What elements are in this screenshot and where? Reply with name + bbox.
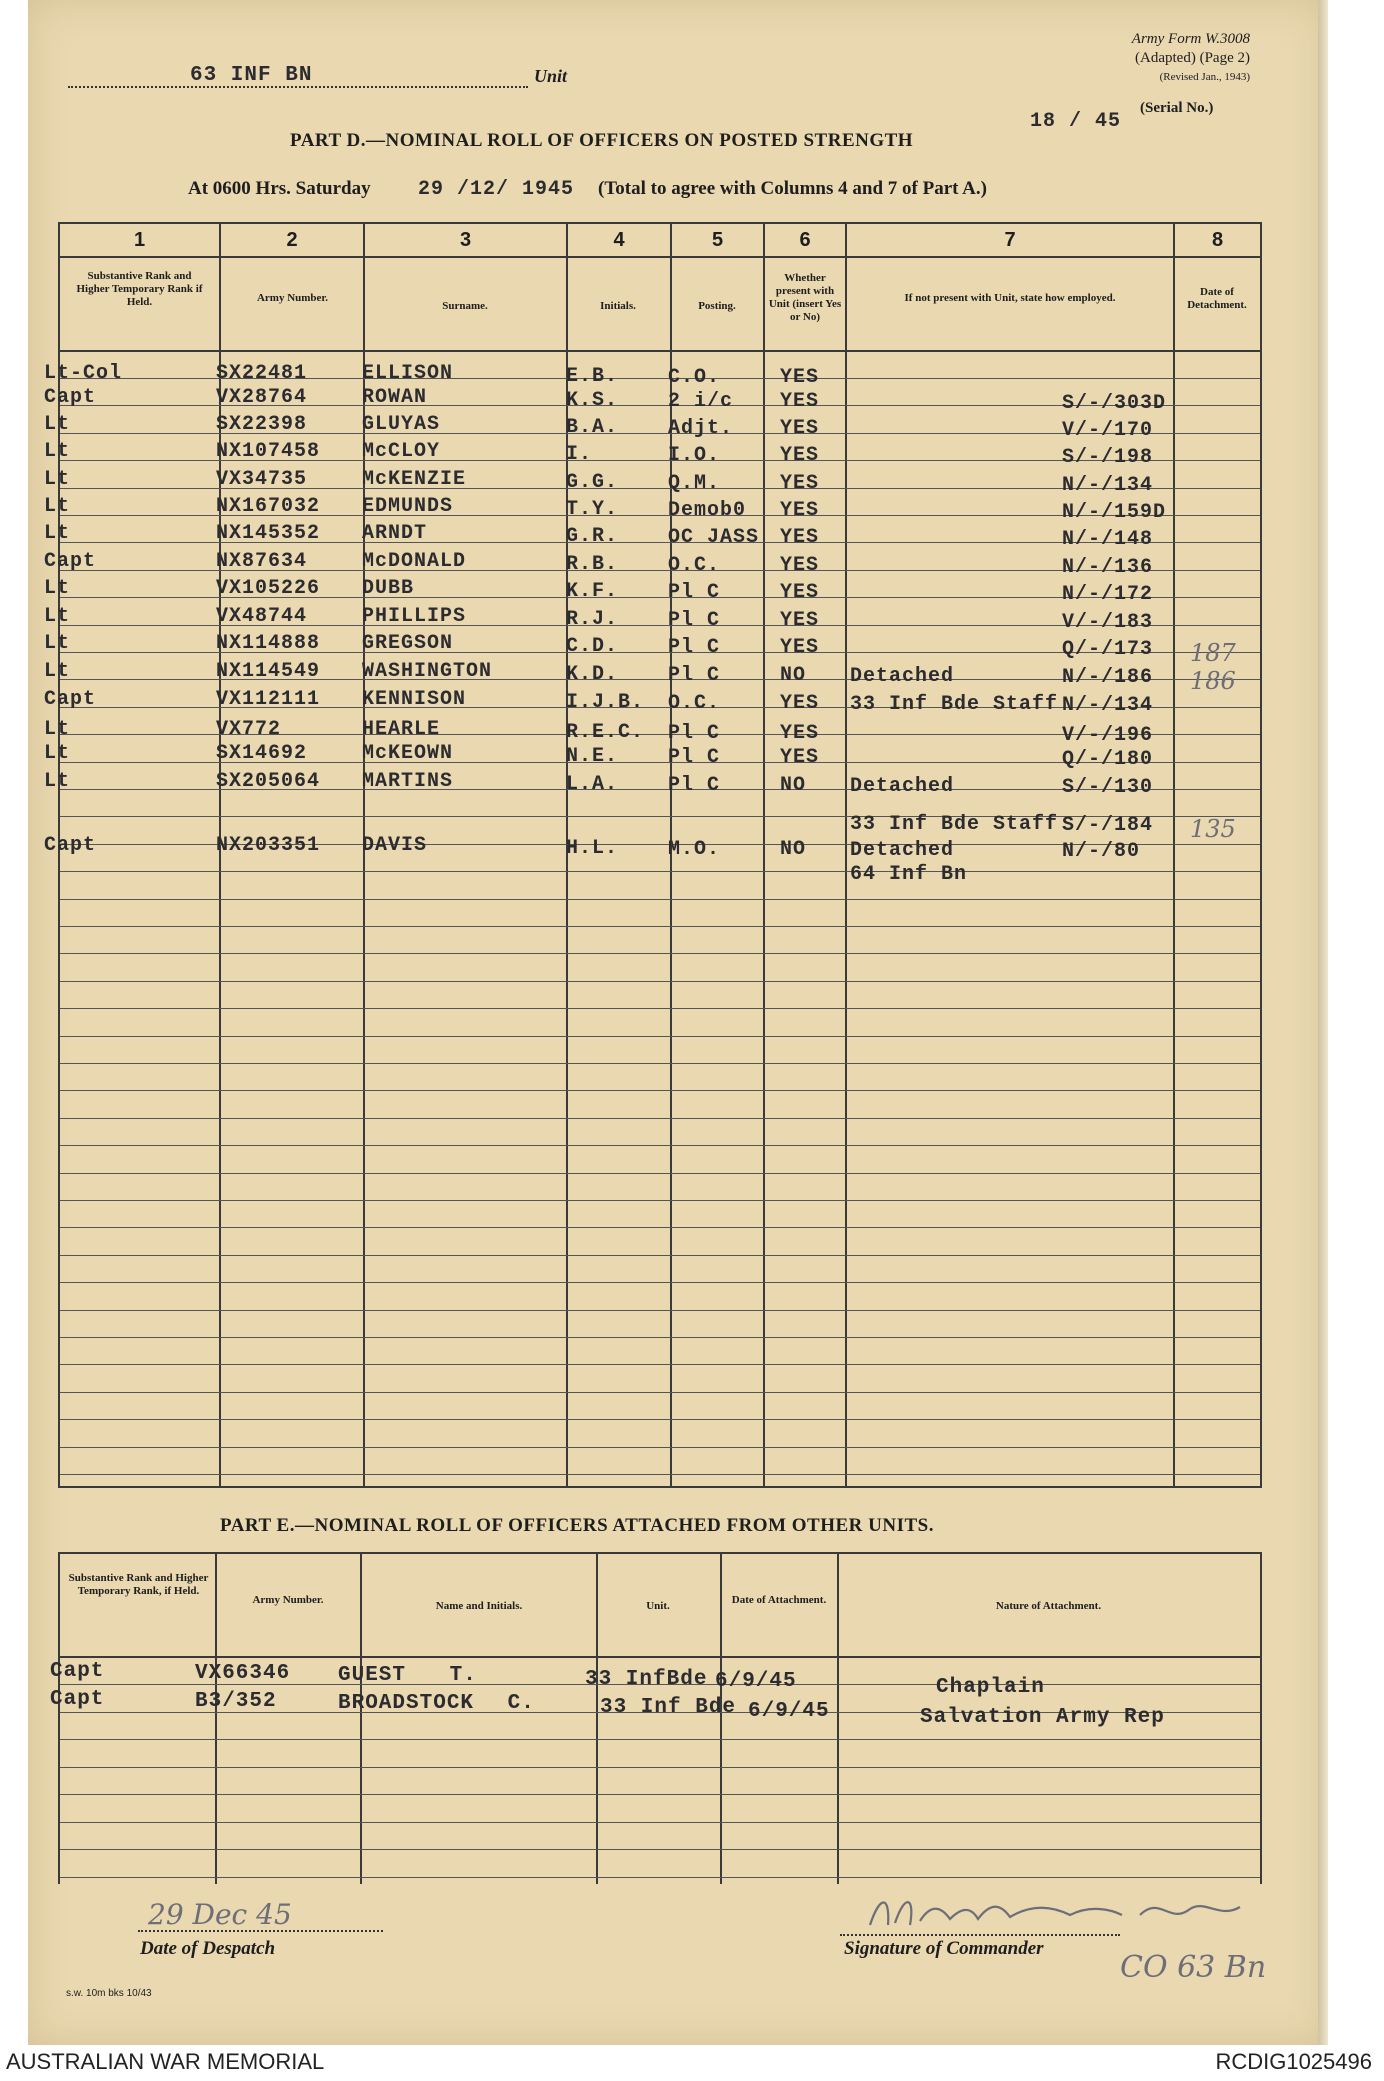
row-5-initials: G.G. xyxy=(566,471,619,494)
table-top-border xyxy=(58,222,1262,224)
part-d-title: PART D.—NOMINAL ROLL OF OFFICERS ON POSTED STRENGTH xyxy=(290,130,914,151)
row-18-code: N/-/80 xyxy=(1062,840,1141,863)
row-16-surname: MARTINS xyxy=(362,770,454,793)
commander-label: Signature of Commander xyxy=(844,1938,1044,1959)
row-12-detach-date: 186 xyxy=(1190,667,1236,695)
col-border-8 xyxy=(1260,222,1262,1488)
row-3-army-number: SX22398 xyxy=(216,413,308,436)
row-4-initials: I. xyxy=(566,443,593,466)
row-12-present: NO xyxy=(780,664,807,687)
row-13-rank: Capt xyxy=(44,688,97,711)
col-border-5 xyxy=(763,222,765,1488)
row-11-detach-date: 187 xyxy=(1190,639,1236,667)
row-6-surname: EDMUNDS xyxy=(362,495,454,518)
row-7-initials: G.R. xyxy=(566,525,619,548)
ruled-line xyxy=(60,1767,1260,1768)
header-bottom-border xyxy=(58,350,1262,352)
row-4-present: YES xyxy=(780,444,820,467)
ruled-line xyxy=(60,1063,1260,1064)
row-6-code: N/-/159D xyxy=(1062,501,1167,524)
row-8-initials: R.B. xyxy=(566,553,619,576)
e-header-nature: Nature of Attachment. xyxy=(995,1600,1102,1612)
row-13-surname: KENNISON xyxy=(362,688,467,711)
e-row-1-rank: Capt xyxy=(50,1660,105,1683)
e-row-1-unit: 33 InfBde xyxy=(585,1668,708,1691)
row-14-army-number: VX772 xyxy=(216,718,282,741)
form-revised: (Revised Jan., 1943) xyxy=(1159,71,1250,83)
row-16-posting: Pl C xyxy=(668,774,721,797)
row-13-initials: I.J.B. xyxy=(566,691,645,714)
form-number: Army Form W.3008 xyxy=(1131,31,1250,47)
e-row-2-nature: Salvation Army Rep xyxy=(920,1706,1165,1729)
row-10-present: YES xyxy=(780,609,820,632)
row-14-posting: Pl C xyxy=(668,722,721,745)
row-12-initials: K.D. xyxy=(566,663,619,686)
row-11-posting: Pl C xyxy=(668,636,721,659)
e-row-1-date: 6/9/45 xyxy=(715,1670,797,1693)
page-edge xyxy=(1318,0,1328,2045)
row-13-code: N/-/134 xyxy=(1062,694,1154,717)
row-5-surname: McKENZIE xyxy=(362,468,467,491)
row-8-posting: O.C. xyxy=(668,554,721,577)
ruled-line xyxy=(60,1090,1260,1091)
row-2-present: YES xyxy=(780,390,820,413)
col-header-initials: Initials. xyxy=(600,300,636,312)
e-header-rank: Substantive Rank and Higher Temporary Rank, if Held. xyxy=(68,1572,209,1597)
row-15-posting: Pl C xyxy=(668,746,721,769)
row-1-posting: C.O. xyxy=(668,366,721,389)
row-5-posting: Q.M. xyxy=(668,472,721,495)
row-7-present: YES xyxy=(780,526,820,549)
e-header-date: Date of Attachment. xyxy=(731,1594,827,1606)
e-header-army-number: Army Number. xyxy=(252,1594,324,1606)
row-16-employed: Detached xyxy=(850,775,955,798)
row-15-rank: Lt xyxy=(44,742,71,765)
e-row-2-number: B3/352 xyxy=(195,1690,277,1713)
row-16-code: S/-/130 xyxy=(1062,776,1154,799)
print-code: s.w. 10m bks 10/43 xyxy=(66,1988,152,1999)
commander-signature xyxy=(860,1885,1280,1945)
row-14-rank: Lt xyxy=(44,718,71,741)
ruled-line xyxy=(60,1739,1260,1740)
e-header-name: Name and Initials. xyxy=(435,1600,523,1612)
row-8-rank: Capt xyxy=(44,550,97,573)
row-16-army-number: SX205064 xyxy=(216,770,321,793)
signature-stroke xyxy=(870,1902,1122,1925)
e-row-2-unit: 33 Inf Bde xyxy=(600,1696,737,1719)
despatch-date-handwritten: 29 Dec 45 xyxy=(148,1898,292,1931)
ruled-line xyxy=(60,1794,1260,1795)
ruled-line xyxy=(60,1822,1260,1823)
col-header-detach-date: Date of Detachment. xyxy=(1187,286,1247,311)
row-3-present: YES xyxy=(780,417,820,440)
col-num-6: 6 xyxy=(799,229,811,251)
row-15-code: Q/-/180 xyxy=(1062,748,1154,771)
row-8-present: YES xyxy=(780,554,820,577)
col-num-7: 7 xyxy=(1004,229,1016,251)
ruled-line xyxy=(60,1118,1260,1119)
e-row-2-rank: Capt xyxy=(50,1688,105,1711)
row-8-surname: McDONALD xyxy=(362,550,467,573)
row-13-employed: 33 Inf Bde Staff xyxy=(850,693,1059,716)
row-11-code: Q/-/173 xyxy=(1062,638,1154,661)
row-9-army-number: VX105226 xyxy=(216,577,321,600)
row-16-initials: L.A. xyxy=(566,773,619,796)
row-17-detach-date: 135 xyxy=(1190,815,1236,843)
ruled-line xyxy=(60,1282,1260,1283)
row-9-posting: Pl C xyxy=(668,581,721,604)
row-18-rank: Capt xyxy=(44,834,97,857)
unit-dotted-line xyxy=(68,86,528,88)
row-13-army-number: VX112111 xyxy=(216,688,321,711)
row-9-present: YES xyxy=(780,581,820,604)
row-4-surname: McCLOY xyxy=(362,440,441,463)
row-2-code: S/-/303D xyxy=(1062,392,1167,415)
row-3-code: V/-/170 xyxy=(1062,419,1154,442)
row-7-army-number: NX145352 xyxy=(216,522,321,545)
commander-unit-handwritten: CO 63 Bn xyxy=(1120,1950,1267,1985)
row-19-employed: 64 Inf Bn xyxy=(850,863,968,886)
row-7-rank: Lt xyxy=(44,522,71,545)
row-18-initials: H.L. xyxy=(566,837,619,860)
ruled-line xyxy=(60,1310,1260,1311)
e-col-border-2 xyxy=(360,1552,362,1884)
col-header-employed: If not present with Unit, state how employed. xyxy=(904,292,1116,304)
row-10-army-number: VX48744 xyxy=(216,605,308,628)
row-5-present: YES xyxy=(780,472,820,495)
row-1-army-number: SX22481 xyxy=(216,362,308,385)
archive-id: RCDIG1025496 xyxy=(1215,2049,1372,2074)
row-15-initials: N.E. xyxy=(566,745,619,768)
row-7-surname: ARNDT xyxy=(362,522,428,545)
row-6-rank: Lt xyxy=(44,495,71,518)
row-18-surname: DAVIS xyxy=(362,834,428,857)
row-17-code: S/-/184 xyxy=(1062,814,1154,837)
ruled-line xyxy=(60,1173,1260,1174)
row-6-initials: T.Y. xyxy=(566,498,619,521)
e-col-border-0 xyxy=(58,1552,60,1884)
col-header-army-number: Army Number. xyxy=(256,292,329,304)
row-6-present: YES xyxy=(780,499,820,522)
row-2-rank: Capt xyxy=(44,386,97,409)
row-15-army-number: SX14692 xyxy=(216,742,308,765)
row-13-posting: O.C. xyxy=(668,692,721,715)
row-10-surname: PHILLIPS xyxy=(362,605,467,628)
row-9-surname: DUBB xyxy=(362,577,415,600)
row-3-posting: Adjt. xyxy=(668,417,734,440)
col-header-surname: Surname. xyxy=(442,300,488,312)
ruled-line xyxy=(60,1036,1260,1037)
row-4-code: S/-/198 xyxy=(1062,446,1154,469)
row-2-posting: 2 i/c xyxy=(668,390,734,413)
row-8-army-number: NX87634 xyxy=(216,550,308,573)
row-7-code: N/-/148 xyxy=(1062,528,1154,551)
column-number-divider xyxy=(58,256,1262,258)
ruled-line xyxy=(60,1364,1260,1365)
col-header-posting: Posting. xyxy=(698,300,736,312)
row-4-army-number: NX107458 xyxy=(216,440,321,463)
row-10-posting: Pl C xyxy=(668,609,721,632)
col-num-5: 5 xyxy=(711,229,724,251)
signature-stroke-2 xyxy=(1140,1906,1240,1915)
col-num-4: 4 xyxy=(613,229,625,251)
ruled-line xyxy=(60,1337,1260,1338)
e-col-border-6 xyxy=(1260,1552,1262,1884)
e-col-border-3 xyxy=(596,1552,598,1884)
row-5-army-number: VX34735 xyxy=(216,468,308,491)
row-3-initials: B.A. xyxy=(566,416,619,439)
row-12-posting: Pl C xyxy=(668,664,721,687)
row-11-initials: C.D. xyxy=(566,635,619,658)
row-12-code: N/-/186 xyxy=(1062,666,1154,689)
e-row-2-name: BROADSTOCK C. xyxy=(338,1692,535,1715)
ruled-line xyxy=(60,1392,1260,1393)
row-14-code: V/-/196 xyxy=(1062,724,1154,747)
row-13-present: YES xyxy=(780,692,820,715)
e-row-1-number: VX66346 xyxy=(195,1662,291,1685)
row-1-initials: E.B. xyxy=(566,365,619,388)
e-row-1-name: GUEST T. xyxy=(338,1664,477,1687)
ruled-line xyxy=(60,1255,1260,1256)
row-7-posting: OC JASS xyxy=(668,526,760,549)
row-4-rank: Lt xyxy=(44,440,71,463)
row-3-surname: GLUYAS xyxy=(362,413,441,436)
despatch-label: Date of Despatch xyxy=(140,1938,276,1959)
part-e-top-border xyxy=(58,1552,1262,1554)
serial-number-label: (Serial No.) xyxy=(1140,100,1214,116)
row-14-present: YES xyxy=(780,722,820,745)
row-5-code: N/-/134 xyxy=(1062,474,1154,497)
row-10-initials: R.J. xyxy=(566,608,619,631)
ruled-line xyxy=(60,1849,1260,1850)
ruled-line xyxy=(60,899,1260,900)
row-9-rank: Lt xyxy=(44,577,71,600)
row-11-surname: GREGSON xyxy=(362,632,454,655)
row-10-rank: Lt xyxy=(44,605,71,628)
ruled-line xyxy=(60,871,1260,872)
row-4-posting: I.O. xyxy=(668,444,721,467)
row-15-present: YES xyxy=(780,746,820,769)
part-e-title: PART E.—NOMINAL ROLL OF OFFICERS ATTACHED FROM OTHER UNITS. xyxy=(220,1515,934,1536)
row-12-employed: Detached xyxy=(850,665,955,688)
form-adapted: (Adapted) (Page 2) xyxy=(1135,50,1250,66)
part-e-header-bottom xyxy=(58,1656,1262,1658)
ruled-line xyxy=(60,953,1260,954)
row-18-posting: M.O. xyxy=(668,838,721,861)
ruled-line xyxy=(60,981,1260,982)
archive-credit: AUSTRALIAN WAR MEMORIAL xyxy=(6,2049,325,2074)
row-14-surname: HEARLE xyxy=(362,718,441,741)
ruled-line xyxy=(60,926,1260,927)
row-2-initials: K.S. xyxy=(566,389,619,412)
signature-dotted-line xyxy=(840,1934,1120,1936)
ruled-line xyxy=(60,1200,1260,1201)
date-value: 29 /12/ 1945 xyxy=(418,178,575,201)
col-header-rank: Substantive Rank and Higher Temporary Rank if Held. xyxy=(76,270,203,308)
row-10-code: V/-/183 xyxy=(1062,611,1154,634)
row-9-initials: K.F. xyxy=(566,580,619,603)
ruled-line xyxy=(60,1419,1260,1420)
table-bottom-border xyxy=(58,1486,1262,1488)
row-11-present: YES xyxy=(780,636,820,659)
e-row-2-date: 6/9/45 xyxy=(748,1700,830,1723)
ruled-line xyxy=(60,1877,1260,1878)
e-col-border-1 xyxy=(215,1552,217,1884)
ruled-line xyxy=(60,1447,1260,1448)
despatch-dotted-line xyxy=(138,1930,383,1932)
row-6-posting: Demob0 xyxy=(668,499,747,522)
row-15-surname: McKEOWN xyxy=(362,742,454,765)
row-12-surname: WASHINGTON xyxy=(362,660,493,683)
col-border-7 xyxy=(1173,222,1175,1488)
row-12-army-number: NX114549 xyxy=(216,660,321,683)
unit-label: Unit xyxy=(534,66,568,86)
col-num-8: 8 xyxy=(1211,229,1224,251)
serial-number-value: 18 / 45 xyxy=(1030,110,1122,133)
row-6-army-number: NX167032 xyxy=(216,495,321,518)
col-border-6 xyxy=(845,222,847,1488)
row-1-rank: Lt-Col xyxy=(44,362,123,385)
ruled-line xyxy=(60,1008,1260,1009)
e-row-1-nature: Chaplain xyxy=(936,1676,1045,1699)
row-2-army-number: VX28764 xyxy=(216,386,308,409)
row-16-present: NO xyxy=(780,774,807,797)
row-18-present: NO xyxy=(780,838,807,861)
ruled-line xyxy=(60,1474,1260,1475)
row-16-rank: Lt xyxy=(44,770,71,793)
row-1-present: YES xyxy=(780,366,820,389)
row-9-code: N/-/172 xyxy=(1062,583,1154,606)
row-18-army-number: NX203351 xyxy=(216,834,321,857)
col-num-1: 1 xyxy=(133,229,146,251)
row-12-rank: Lt xyxy=(44,660,71,683)
ruled-line xyxy=(60,1145,1260,1146)
row-1-surname: ELLISON xyxy=(362,362,454,385)
col-header-present: Whether present with Unit (insert Yes or No) xyxy=(768,272,842,323)
row-3-rank: Lt xyxy=(44,413,71,436)
at-hours-label: At 0600 Hrs. Saturday xyxy=(188,178,371,199)
row-14-initials: R.E.C. xyxy=(566,721,645,744)
ruled-line xyxy=(60,1227,1260,1228)
total-note: (Total to agree with Columns 4 and 7 of Part A.) xyxy=(598,178,987,199)
row-5-rank: Lt xyxy=(44,468,71,491)
row-18-employed: Detached xyxy=(850,839,955,862)
col-num-3: 3 xyxy=(459,229,472,251)
row-11-army-number: NX114888 xyxy=(216,632,321,655)
form-reference xyxy=(1000,30,1250,87)
row-11-rank: Lt xyxy=(44,632,71,655)
col-num-2: 2 xyxy=(286,229,298,251)
e-header-unit: Unit. xyxy=(646,1600,670,1612)
row-8-code: N/-/136 xyxy=(1062,556,1154,579)
e-col-border-5 xyxy=(837,1552,839,1884)
unit-value: 63 INF BN xyxy=(190,64,313,87)
row-2-surname: ROWAN xyxy=(362,386,428,409)
row-17-employed: 33 Inf Bde Staff xyxy=(850,813,1059,836)
